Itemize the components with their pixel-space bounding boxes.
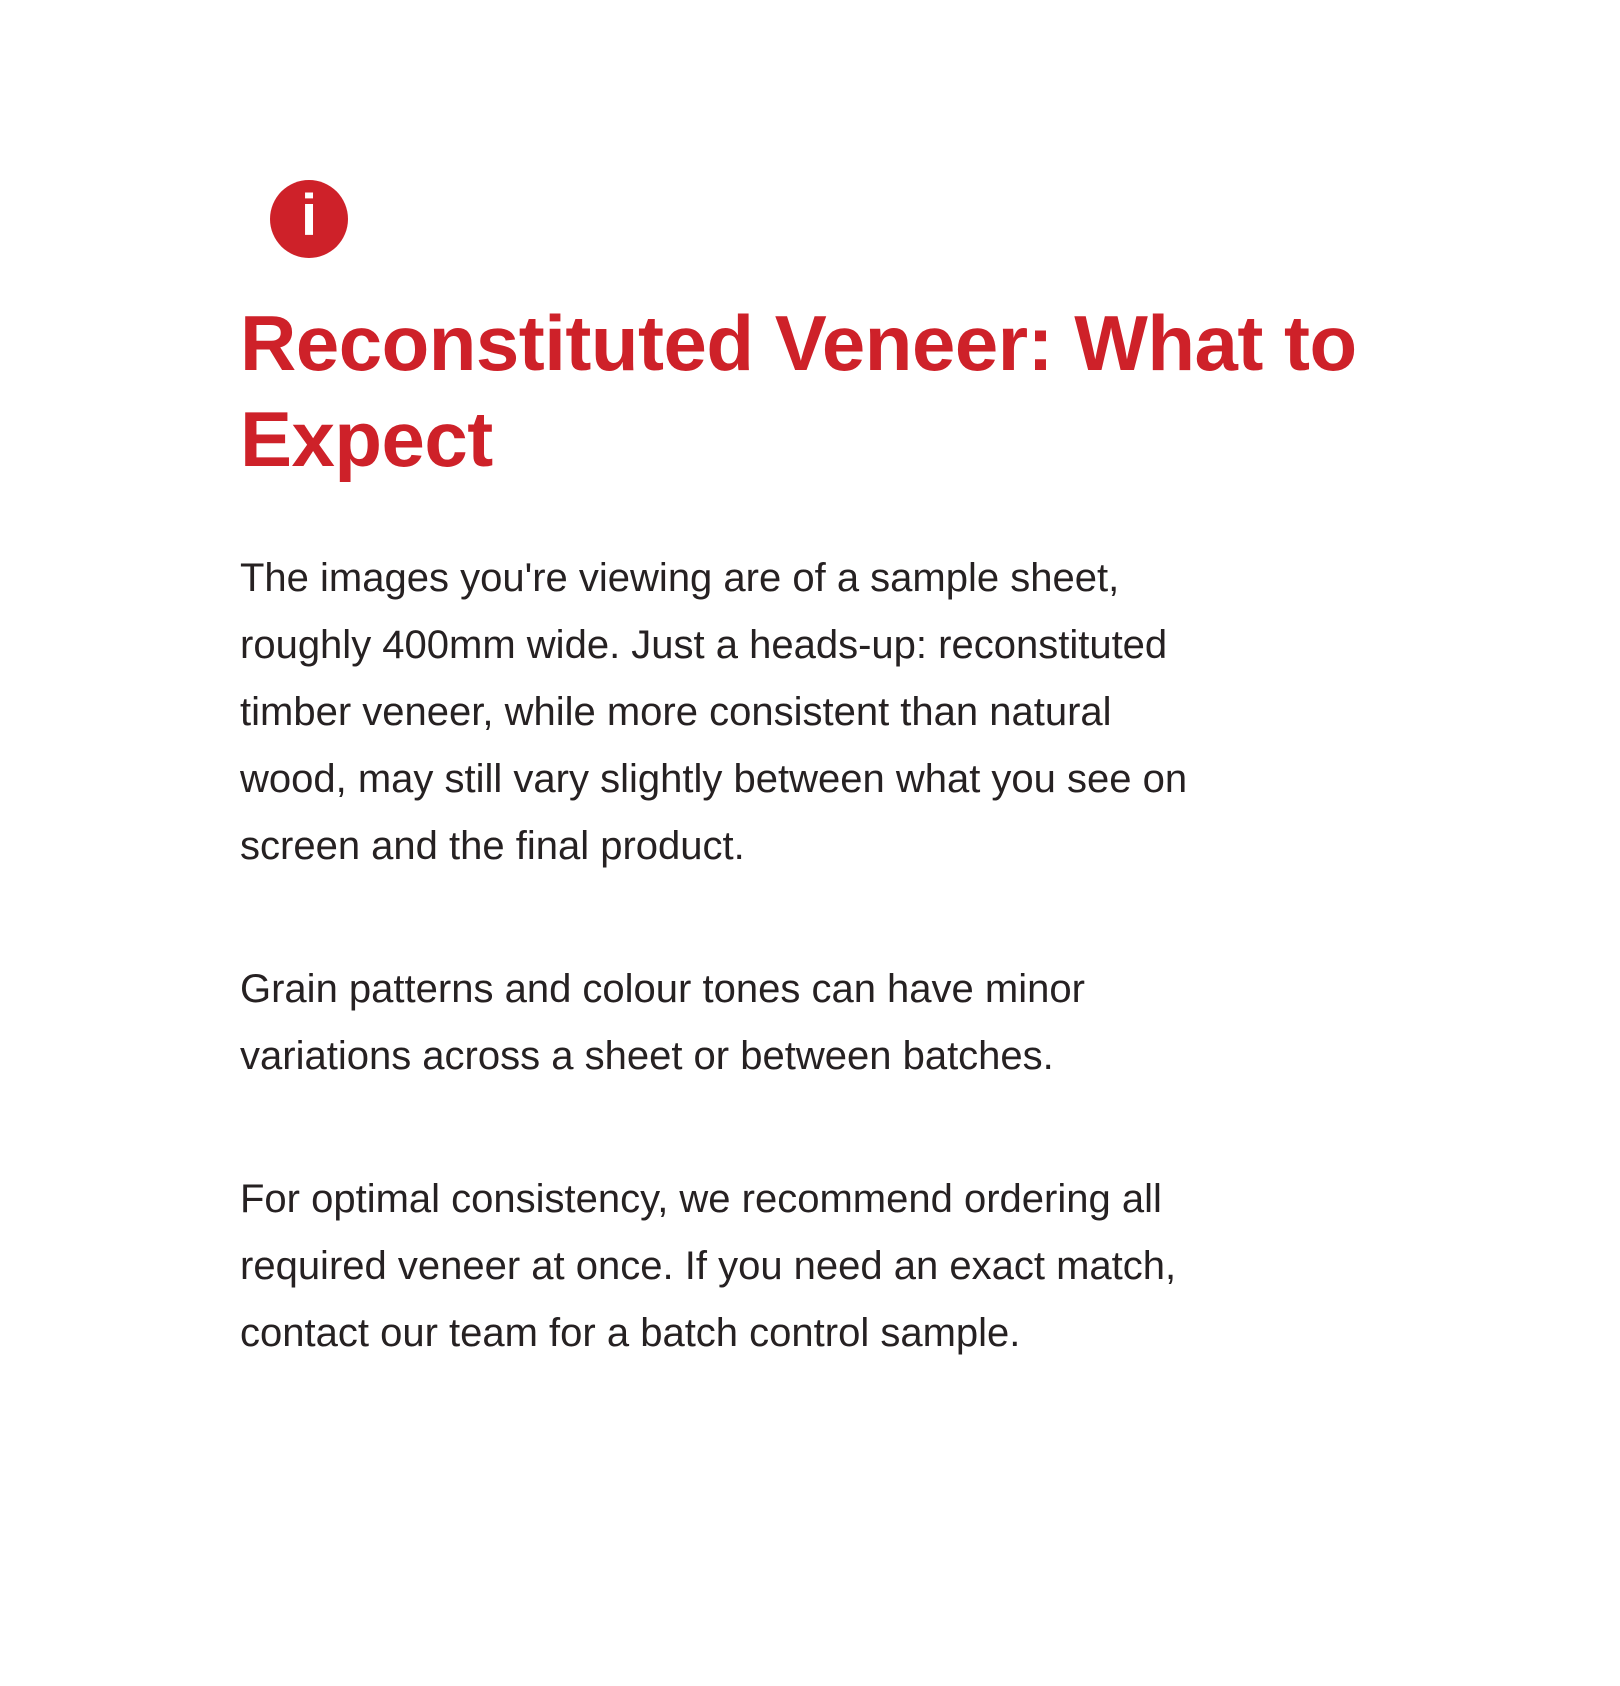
body-copy bbox=[240, 545, 1220, 1367]
section-heading: Reconstituted Veneer: What to Expect bbox=[240, 299, 1357, 483]
info-icon bbox=[270, 180, 348, 258]
paragraph-grain-variation: Grain patterns and colour tones can have minor variations across a sheet or between batches. bbox=[240, 967, 1085, 1078]
paragraph-sample-sheet: The images you're viewing are of a sample sheet, roughly 400mm wide. Just a heads-up: reconstituted timber veneer, while more consistent than natural wood, may still vary slightly between what you see on screen and the final product. bbox=[240, 556, 1188, 868]
info-icon-glyph: i bbox=[300, 183, 318, 248]
paragraph-ordering-advice: For optimal consistency, we recommend ordering all required veneer at once. If you need an exact match, contact our team for a batch control sample. bbox=[240, 1177, 1177, 1355]
